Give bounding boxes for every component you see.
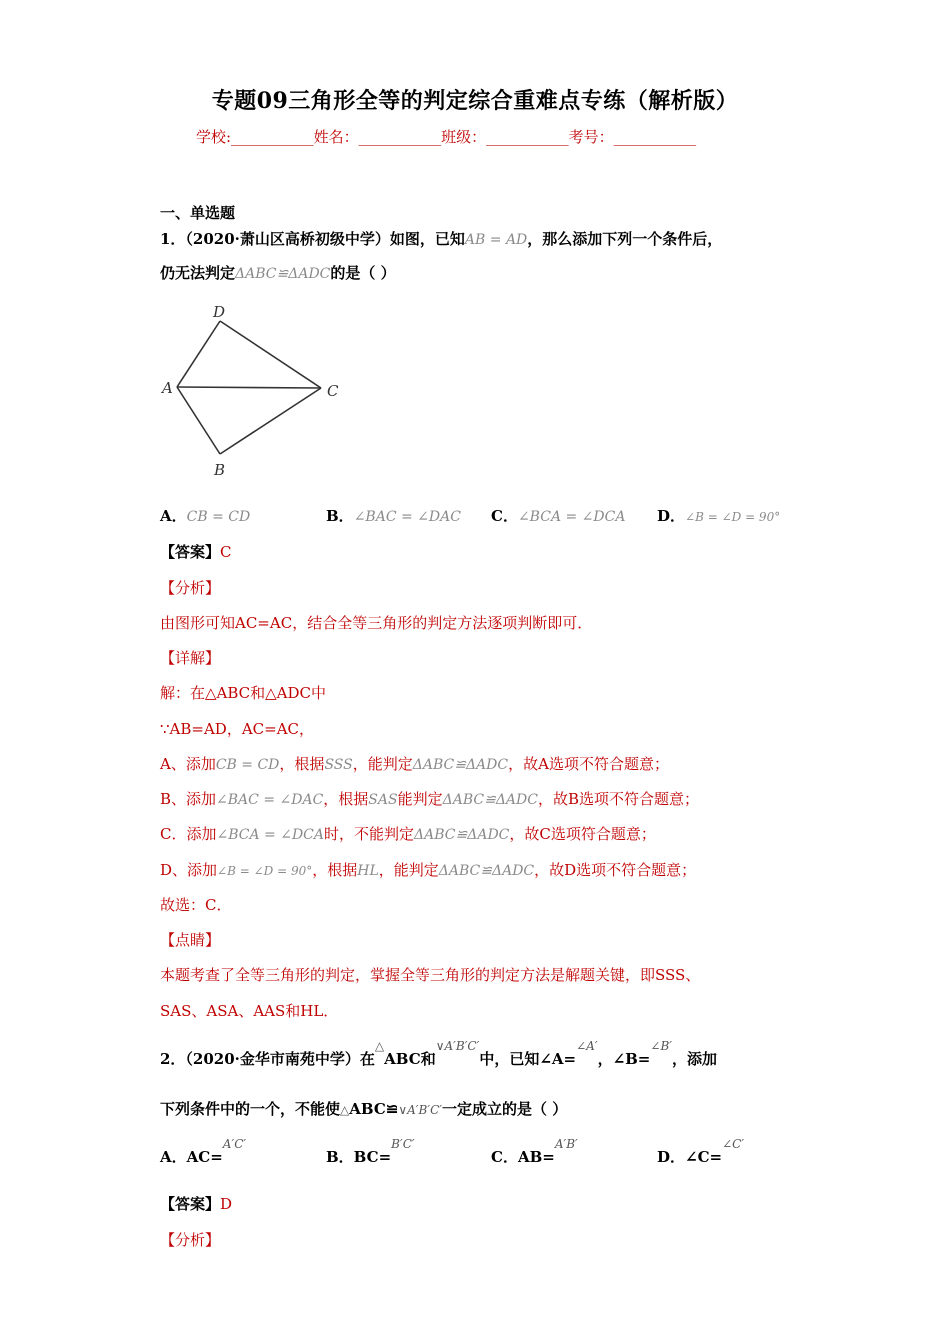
section-heading: 一、单选题	[160, 204, 236, 222]
detail-text: C．添加	[160, 825, 217, 843]
detail-math: SAS	[368, 792, 398, 808]
label-B: B	[214, 461, 226, 479]
student-info-fields	[196, 126, 696, 147]
q2-text: 下列条件中的一个，不能使	[160, 1100, 341, 1118]
q1-option-d[interactable]	[657, 505, 780, 526]
q1-analysis-text: 由图形可知AC=AC，结合全等三角形的判定方法逐项判断即可．	[160, 614, 593, 632]
option-math: ∠BAC = ∠DAC	[353, 509, 461, 525]
q1-line2-a: 仍无法判定	[160, 264, 236, 282]
detail-math: SSS	[324, 757, 353, 773]
option-label: B．BC=	[326, 1148, 392, 1166]
option-label: C．AB=	[491, 1148, 555, 1166]
name-field[interactable]: 姓名：___________	[313, 128, 442, 146]
q1-line2	[160, 262, 396, 283]
option-label: B．	[326, 507, 354, 525]
q2-option-c[interactable]	[491, 1137, 578, 1167]
q2-line1	[160, 1039, 718, 1069]
detail-math: ΔABC≌ΔADC	[442, 792, 538, 808]
q1-line1	[160, 228, 722, 249]
detail-math: ∠BCA = ∠DCA	[216, 827, 324, 843]
detail-text: ，根据	[312, 861, 358, 879]
q1-detail-option-c	[160, 823, 656, 844]
answer-value: D	[220, 1195, 233, 1213]
detail-text: ，故C选项符合题意；	[509, 825, 656, 843]
detail-text: 能判定	[397, 790, 443, 808]
label-A: A	[162, 379, 173, 397]
option-math: A′C′	[222, 1137, 247, 1151]
q1-option-b[interactable]	[326, 505, 461, 526]
q1-detail-option-d	[160, 859, 696, 880]
q2-math: △	[374, 1039, 385, 1053]
q1-detail-tag: 【详解】	[160, 649, 221, 667]
q2-option-d[interactable]	[657, 1137, 745, 1167]
q2-option-b[interactable]	[326, 1137, 415, 1167]
detail-text: ，故A选项不符合题意；	[508, 755, 669, 773]
answer-value: C	[220, 543, 232, 561]
q1-line1-b: ，那么添加下列一个条件后，	[527, 230, 723, 248]
q1-point-line1: 本题考查了全等三角形的判定，掌握全等三角形的判定方法是解题关键，即SSS、	[160, 966, 701, 984]
detail-math: ΔABC≌ΔADC	[412, 757, 509, 773]
q2-text: ABC和	[384, 1050, 436, 1068]
segment-AC	[177, 387, 321, 388]
option-label: C．	[491, 507, 518, 525]
q2-text: ABC≌	[349, 1100, 399, 1118]
answer-tag: 【答案】	[160, 543, 221, 561]
detail-math: ΔABC≌ΔADC	[438, 863, 535, 879]
q2-math: △	[340, 1103, 350, 1117]
detail-text: B、添加	[160, 790, 217, 808]
number-field[interactable]: 考号：___________	[568, 128, 697, 146]
label-C: C	[327, 382, 339, 400]
detail-math: ΔABC≌ΔADC	[414, 827, 510, 843]
option-math: ∠BCA = ∠DCA	[517, 509, 626, 525]
q2-text: 2．（2020·金华市南苑中学）在	[160, 1050, 375, 1068]
q1-detail-option-b	[160, 788, 699, 809]
q1-detail-line2: ∵AB=AD，AC=AC，	[160, 720, 315, 738]
q2-line2	[160, 1098, 567, 1119]
detail-text: ，能判定	[352, 755, 413, 773]
option-math: A′B′	[554, 1137, 578, 1151]
detail-text: 时，不能判定	[324, 825, 415, 843]
q1-point-tag: 【点睛】	[160, 931, 221, 949]
option-label: D．∠C=	[657, 1148, 723, 1166]
q2-math: ∠B′	[650, 1039, 672, 1053]
q1-line1-a: 1．（2020·萧山区高桥初级中学）如图，已知	[160, 230, 465, 248]
q2-analysis-tag: 【分析】	[160, 1231, 221, 1249]
q1-option-a[interactable]	[160, 505, 250, 526]
q2-math: ∠A′	[576, 1039, 598, 1053]
label-D: D	[213, 303, 226, 321]
q1-figure	[150, 298, 360, 488]
school-field[interactable]: 学校:___________	[196, 128, 314, 146]
detail-text: ，能判定	[378, 861, 439, 879]
detail-math: ∠B = ∠D = 90°	[217, 864, 313, 878]
page-title: 专题09三角形全等的判定综合重难点专练（解析版）	[211, 88, 739, 114]
q2-option-a[interactable]	[160, 1137, 247, 1167]
segment-BC	[220, 388, 321, 454]
q1-choose: 故选：C．	[160, 896, 232, 914]
q2-text: ，∠B=	[597, 1050, 651, 1068]
detail-math: ∠BAC = ∠DAC	[216, 792, 324, 808]
q2-math: ∨A′B′C′	[435, 1039, 480, 1053]
q1-detail-line1: 解：在△ABC和△ADC中	[160, 684, 327, 702]
option-math: CB = CD	[186, 509, 251, 525]
q1-point-line2: SAS、ASA、AAS和HL．	[160, 1002, 339, 1020]
option-math: ∠C′	[722, 1137, 745, 1151]
q1-option-c[interactable]	[491, 505, 625, 526]
q1-line2-b: 的是（ ）	[330, 264, 396, 282]
segment-AB	[177, 387, 220, 454]
option-label: D．	[657, 507, 686, 525]
detail-math: CB = CD	[215, 757, 280, 773]
detail-text: ，根据	[323, 790, 369, 808]
detail-text: D、添加	[160, 861, 218, 879]
detail-text: A、添加	[160, 755, 216, 773]
class-field[interactable]: 班级：___________	[441, 128, 569, 146]
q2-text: 一定成立的是（ ）	[441, 1100, 568, 1118]
q1-detail-option-a	[160, 753, 669, 774]
segment-AD	[177, 321, 220, 387]
answer-tag: 【答案】	[160, 1195, 221, 1213]
segment-DC	[220, 321, 321, 388]
q2-text: ，添加	[672, 1050, 718, 1068]
option-math: B′C′	[391, 1137, 415, 1151]
q2-math: ∨A′B′C′	[398, 1103, 442, 1117]
option-math: ∠B = ∠D = 90°	[685, 510, 781, 524]
detail-math: HL	[357, 863, 379, 879]
detail-text: ，故B选项不符合题意；	[537, 790, 700, 808]
q2-answer	[160, 1193, 232, 1214]
option-label: A．	[160, 507, 187, 525]
detail-text: ，根据	[279, 755, 325, 773]
detail-text: ，故D选项不符合题意；	[534, 861, 697, 879]
q1-line2-math: ΔABC≌ΔADC	[235, 266, 331, 282]
option-label: A．AC=	[160, 1148, 223, 1166]
q1-line1-math: AB = AD	[464, 232, 528, 248]
q1-answer	[160, 541, 232, 562]
q2-text: 中，已知∠A=	[479, 1050, 577, 1068]
q1-analysis-tag: 【分析】	[160, 579, 221, 597]
